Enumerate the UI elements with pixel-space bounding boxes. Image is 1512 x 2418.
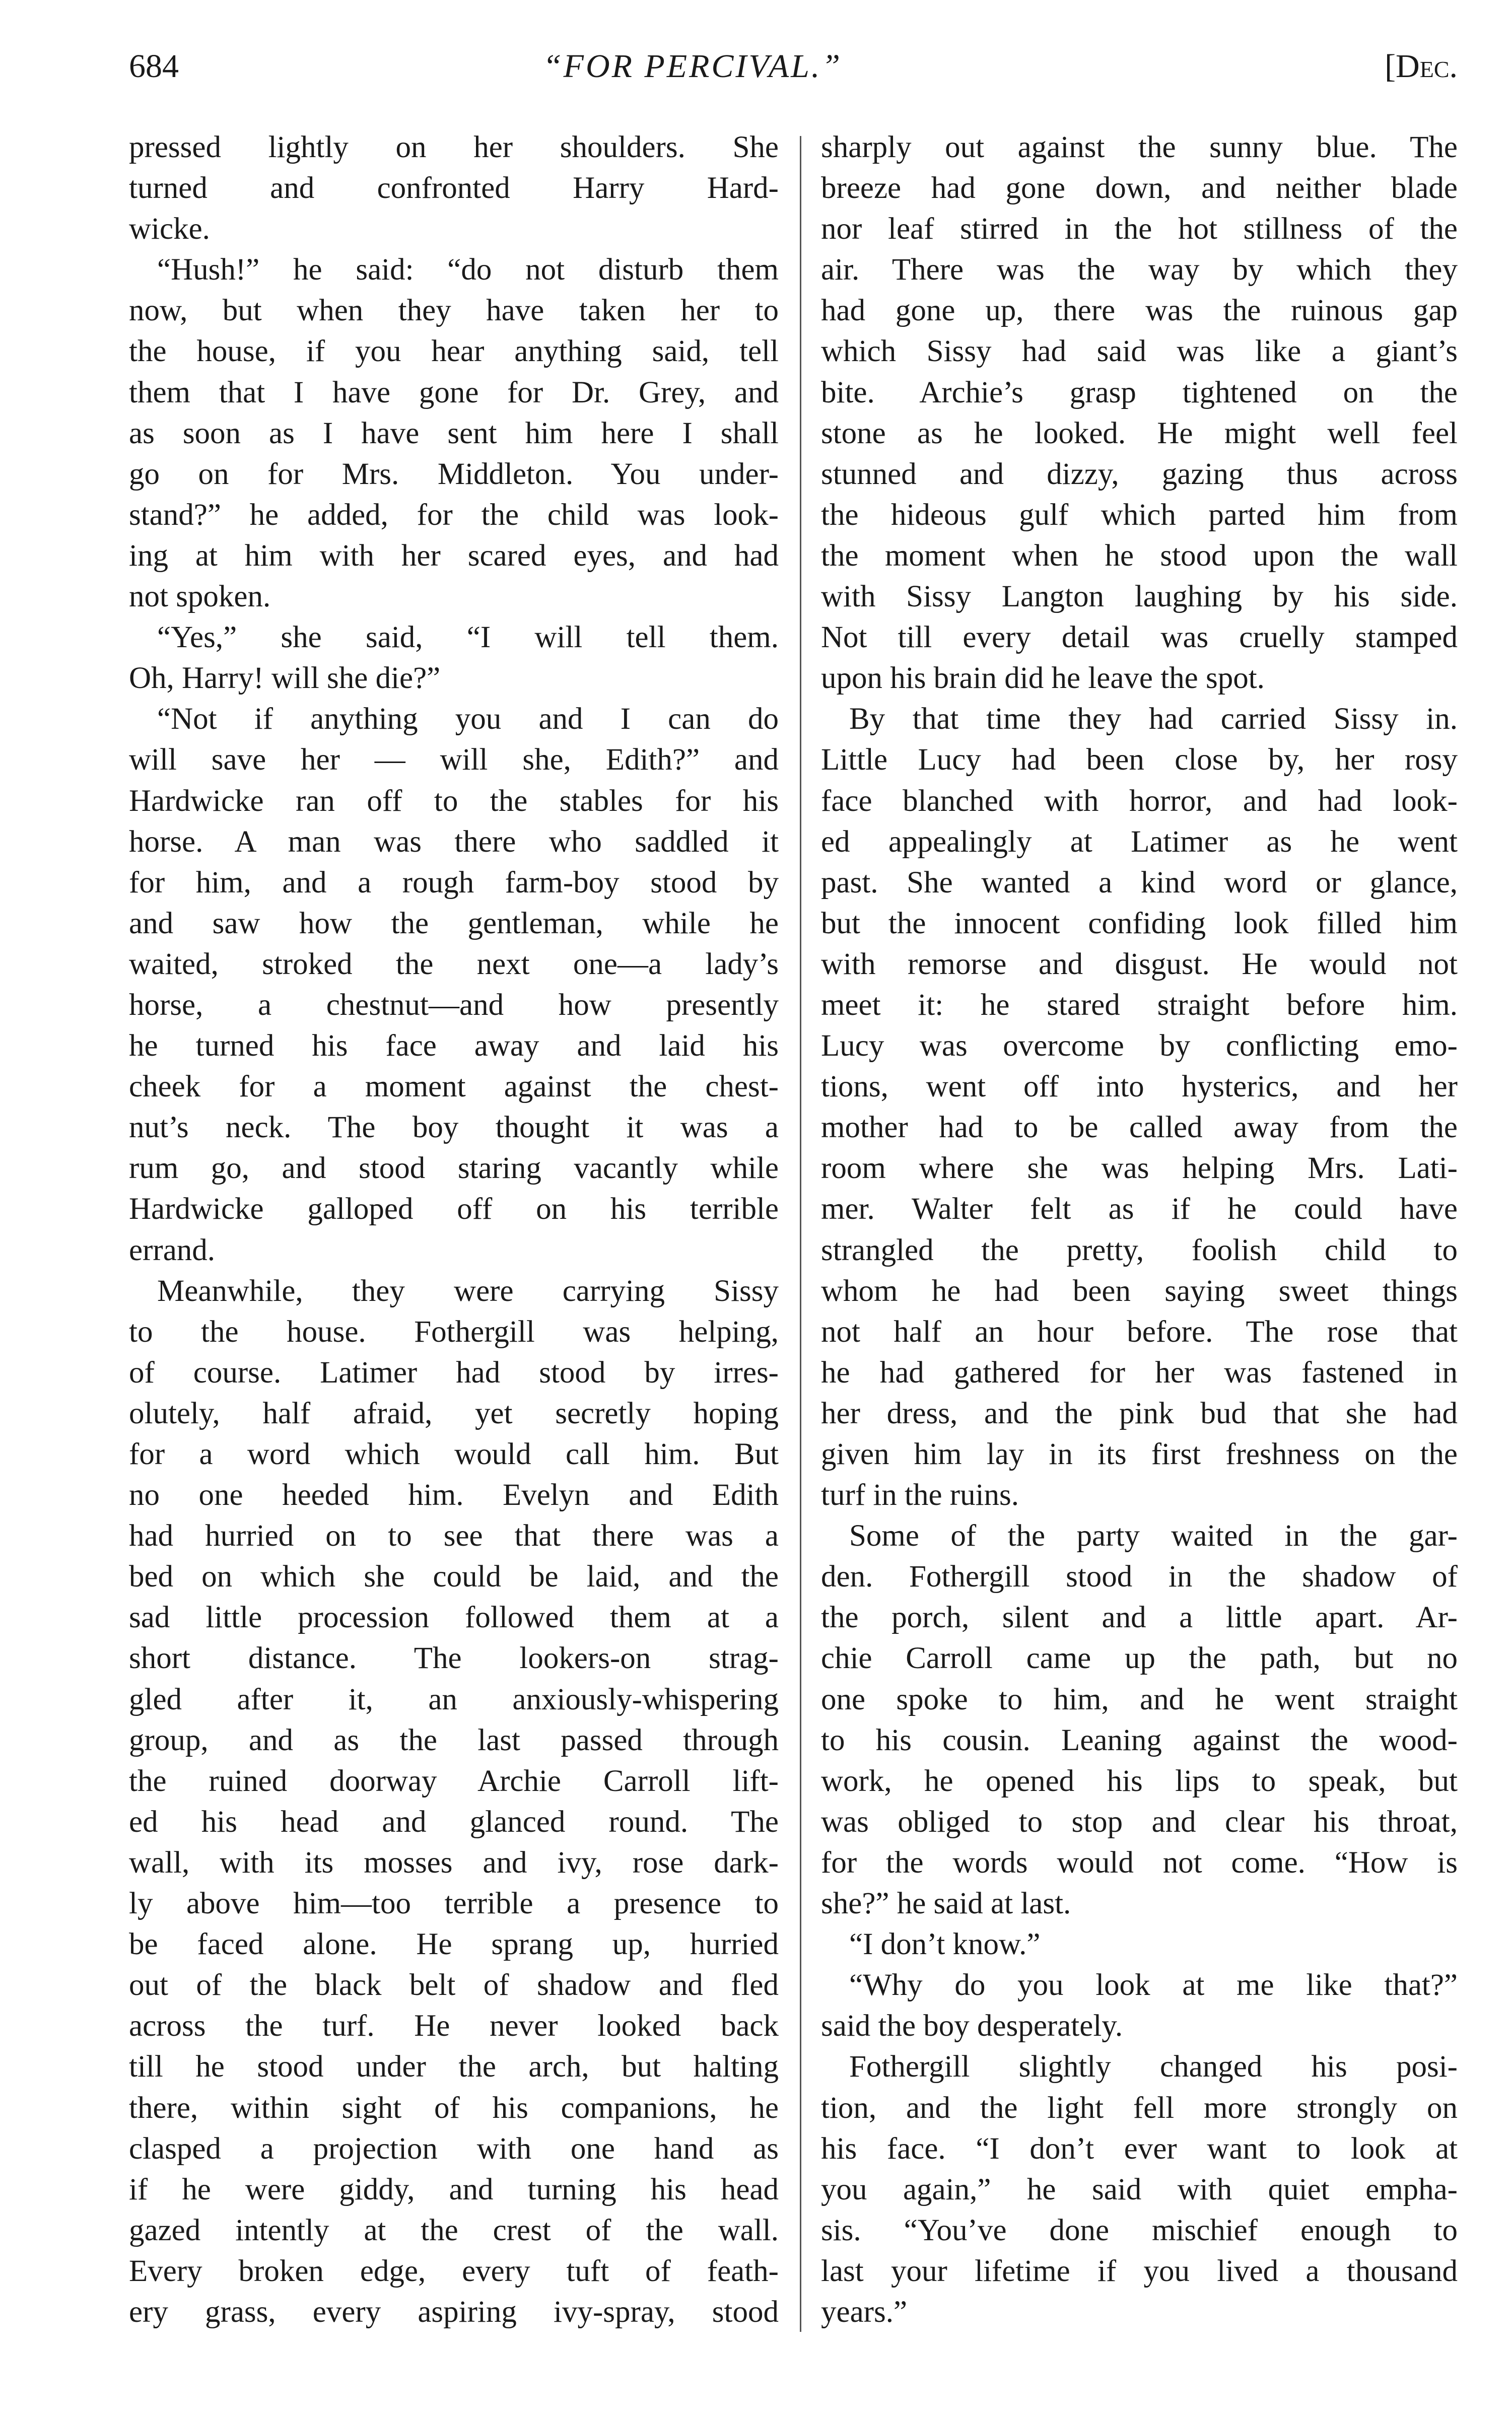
paragraph [129, 1271, 779, 2332]
text-line: but the innocent confiding look filled him [821, 906, 1458, 940]
page-number: 684 [129, 48, 179, 85]
text-line: not half an hour before. The rose that [821, 1315, 1458, 1349]
text-line: stand?” he added, for the child was look- [129, 498, 779, 532]
text-line: room where she was helping Mrs. Lati- [821, 1151, 1458, 1186]
text-line: tions, went off into hysterics, and her [821, 1070, 1458, 1104]
text-line: now, but when they have taken her to [129, 294, 779, 328]
text-line: upon his brain did he leave the spot. [821, 661, 1265, 696]
text-line: given him lay in its first freshness on the [821, 1437, 1458, 1471]
paragraph [129, 699, 779, 1270]
text-line: Oh, Harry! will she die?” [129, 661, 441, 696]
paragraph [821, 1515, 1458, 1924]
text-line: if he were giddy, and turning his head [129, 2172, 779, 2206]
text-line: Little Lucy had been close by, her rosy [821, 743, 1458, 777]
text-line: meet it: he stared straight before him. [821, 988, 1458, 1022]
text-line: ing at him with her scared eyes, and had [129, 538, 779, 573]
text-line: there, within sight of his companions, he [129, 2091, 779, 2125]
text-line: “Why do you look at me like that?” [849, 1968, 1458, 2002]
text-line: “Yes,” she said, “I will tell them. [157, 620, 779, 655]
text-line: cheek for a moment against the chest- [129, 1070, 779, 1104]
text-line: the porch, silent and a little apart. Ar- [821, 1601, 1458, 1635]
text-line: turf in the ruins. [821, 1478, 1019, 1512]
text-line: which Sissy had said was like a giant’s [821, 334, 1458, 369]
text-line: “I don’t know.” [849, 1927, 1041, 1962]
text-line: wall, with its mosses and ivy, rose dark- [129, 1845, 779, 1880]
paragraph [821, 2046, 1458, 2332]
text-line: nut’s neck. The boy thought it was a [129, 1111, 779, 1145]
running-month: [Dec. [1385, 48, 1458, 85]
text-line: horse, a chestnut—and how presently [129, 988, 779, 1022]
text-line: Hardwicke ran off to the stables for his [129, 784, 779, 818]
text-line: had hurried on to see that there was a [129, 1519, 779, 1553]
text-line: stunned and dizzy, gazing thus across [821, 457, 1458, 491]
text-line: her dress, and the pink bud that she had [821, 1396, 1458, 1430]
text-line: one spoke to him, and he went straight [821, 1682, 1458, 1716]
text-line: Meanwhile, they were carrying Sissy [157, 1274, 779, 1308]
text-line: breeze had gone down, and neither blade [821, 171, 1458, 205]
column-divider [800, 136, 801, 2332]
text-line: stone as he looked. He might well feel [821, 416, 1458, 450]
text-line: mother had to be called away from the [821, 1111, 1458, 1145]
text-line: she?” he said at last. [821, 1887, 1071, 1921]
text-line: sis. “You’ve done mischief enough to [821, 2213, 1458, 2247]
text-line: work, he opened his lips to speak, but [821, 1764, 1458, 1798]
text-line: Every broken edge, every tuft of feath- [129, 2254, 779, 2288]
text-line: with Sissy Langton laughing by his side. [821, 580, 1458, 614]
text-line: years.” [821, 2295, 908, 2329]
text-line: was obliged to stop and clear his throat, [821, 1805, 1458, 1839]
text-line: with remorse and disgust. He would not [821, 947, 1458, 981]
text-line: had gone up, there was the ruinous gap [821, 294, 1458, 328]
paragraph [129, 127, 779, 249]
text-line: ery grass, every aspiring ivy-spray, stood [129, 2295, 779, 2329]
text-line: the moment when he stood upon the wall [821, 538, 1458, 573]
paragraph [821, 127, 1458, 699]
text-line: “Not if anything you and I can do [157, 702, 779, 736]
text-line: will save her — will she, Edith?” and [129, 743, 779, 777]
text-line: gazed intently at the crest of the wall. [129, 2213, 779, 2247]
text-line: den. Fothergill stood in the shadow of [821, 1560, 1458, 1594]
text-line: ed his head and glanced round. The [129, 1805, 779, 1839]
text-line: sharply out against the sunny blue. The [821, 130, 1458, 164]
text-line: to his cousin. Leaning against the wood- [821, 1723, 1458, 1757]
text-line: gled after it, an anxiously-whispering [129, 1682, 779, 1716]
text-line: clasped a projection with one hand as [129, 2131, 779, 2166]
text-line: till he stood under the arch, but halting [129, 2050, 779, 2084]
text-column-right [821, 127, 1458, 2332]
text-line: no one heeded him. Evelyn and Edith [129, 1478, 779, 1512]
text-line: Fothergill slightly changed his posi- [849, 2050, 1458, 2084]
text-line: the ruined doorway Archie Carroll lift- [129, 1764, 779, 1798]
text-line: group, and as the last passed through [129, 1723, 779, 1757]
text-line: sad little procession followed them at a [129, 1601, 779, 1635]
paragraph [129, 617, 779, 699]
text-line: bite. Archie’s grasp tightened on the [821, 375, 1458, 409]
text-line: of course. Latimer had stood by irres- [129, 1355, 779, 1390]
text-line: go on for Mrs. Middleton. You under- [129, 457, 779, 491]
text-line: last your lifetime if you lived a thousand [821, 2254, 1458, 2288]
text-line: rum go, and stood staring vacantly while [129, 1151, 779, 1186]
text-line: strangled the pretty, foolish child to [821, 1233, 1458, 1267]
text-line: chie Carroll came up the path, but no [821, 1641, 1458, 1676]
text-line: tion, and the light fell more strongly on [821, 2091, 1458, 2125]
text-line: Hardwicke galloped off on his terrible [129, 1192, 779, 1226]
running-title: “FOR PERCIVAL.” [542, 48, 843, 85]
text-line: across the turf. He never looked back [129, 2009, 779, 2043]
text-line: you again,” he said with quiet empha- [821, 2172, 1458, 2206]
text-line: for a word which would call him. But [129, 1437, 779, 1471]
text-line: mer. Walter felt as if he could have [821, 1192, 1458, 1226]
text-line: as soon as I have sent him here I shall [129, 416, 779, 450]
paragraph [821, 1965, 1458, 2046]
text-line: ly above him—too terrible a presence to [129, 1887, 779, 1921]
text-line: ed appealingly at Latimer as he went [821, 824, 1458, 859]
text-line: pressed lightly on her shoulders. She [129, 130, 779, 164]
paragraph [821, 1924, 1458, 1965]
text-line: not spoken. [129, 580, 271, 614]
text-line: be faced alone. He sprang up, hurried [129, 1927, 779, 1962]
text-line: face blanched with horror, and had look- [821, 784, 1458, 818]
text-line: out of the black belt of shadow and fled [129, 1968, 779, 2002]
text-line: errand. [129, 1233, 216, 1267]
text-line: past. She wanted a kind word or glance, [821, 865, 1458, 900]
paragraph [129, 249, 779, 617]
text-line: them that I have gone for Dr. Grey, and [129, 375, 779, 409]
text-line: olutely, half afraid, yet secretly hoping [129, 1396, 779, 1430]
text-line: for the words would not come. “How is [821, 1845, 1458, 1880]
text-line: “Hush!” he said: “do not disturb them [157, 253, 779, 287]
text-line: for him, and a rough farm-boy stood by [129, 865, 779, 900]
text-line: wicke. [129, 212, 210, 246]
text-line: he turned his face away and laid his [129, 1029, 779, 1063]
text-line: he had gathered for her was fastened in [821, 1355, 1458, 1390]
text-line: and saw how the gentleman, while he [129, 906, 779, 940]
text-column-left [129, 127, 779, 2332]
paragraph [821, 699, 1458, 1515]
text-line: horse. A man was there who saddled it [129, 824, 779, 859]
text-line: the hideous gulf which parted him from [821, 498, 1458, 532]
text-line: the house, if you hear anything said, tell [129, 334, 779, 369]
text-line: By that time they had carried Sissy in. [849, 702, 1458, 736]
text-line: turned and confronted Harry Hard- [129, 171, 779, 205]
text-line: said the boy desperately. [821, 2009, 1123, 2043]
text-line: air. There was the way by which they [821, 253, 1458, 287]
text-line: whom he had been saying sweet things [821, 1274, 1458, 1308]
text-line: Some of the party waited in the gar- [849, 1519, 1458, 1553]
text-line: Lucy was overcome by conflicting emo- [821, 1029, 1458, 1063]
text-line: short distance. The lookers-on strag- [129, 1641, 779, 1676]
text-line: waited, stroked the next one—a lady’s [129, 947, 779, 981]
text-line: bed on which she could be laid, and the [129, 1560, 779, 1594]
text-line: to the house. Fothergill was helping, [129, 1315, 779, 1349]
text-line: Not till every detail was cruelly stamped [821, 620, 1458, 655]
text-line: nor leaf stirred in the hot stillness of the [821, 212, 1458, 246]
text-line: his face. “I don’t ever want to look at [821, 2131, 1458, 2166]
